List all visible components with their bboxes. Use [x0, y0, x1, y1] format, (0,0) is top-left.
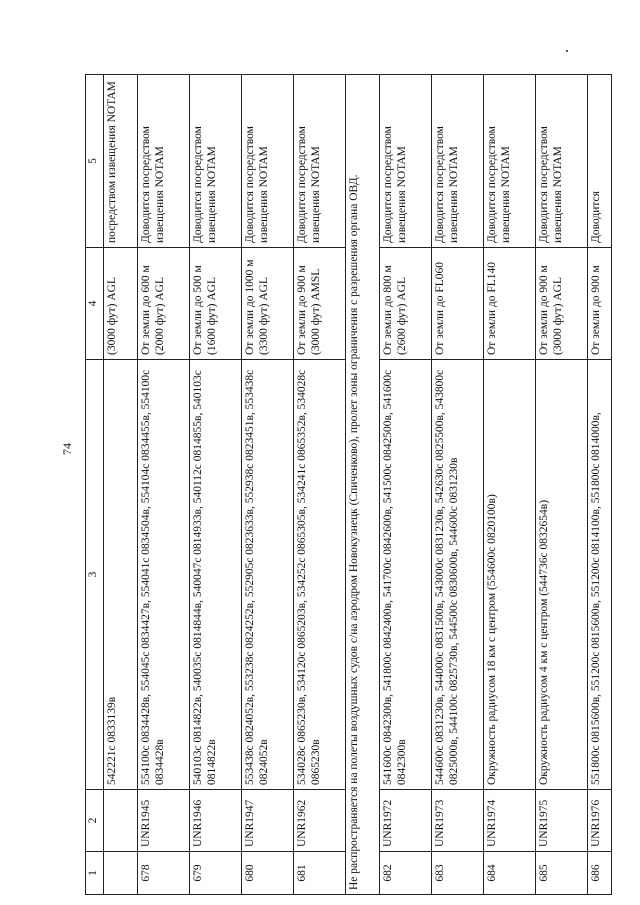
zone-coordinates: 554100с 0834428в, 554045с 0834427в, 554041с 0834504в, 554104с 0834455в, 554100с 0834428в — [138, 360, 190, 790]
row-number: 680 — [242, 852, 294, 895]
zone-altitude: От земли до 900 м — [588, 248, 612, 360]
zone-altitude: От земли до 800 м (2600 фут) AGL — [380, 248, 432, 360]
zone-coordinates: 534028с 0865230в, 534120с 0865203в, 534252с 0865305в, 534241с 0865352в, 534028с 0865230в — [294, 360, 346, 790]
table-row — [190, 75, 242, 895]
zone-coordinates: 544600с 0831230в, 544000с 0831500в, 543000с 0831230в, 542630с 0825500в, 543800с 0825000в, 544100с 0825730в, 544500с 0830600в, 544600с 0831230в — [432, 360, 484, 790]
zone-coordinates: 540103с 0814822в, 540035с 0814844в, 540047с 0814933в, 540112с 0814855в, 540103с 0814822в — [190, 360, 242, 790]
header-cell: 1 — [86, 852, 104, 895]
row-number: 683 — [432, 852, 484, 895]
zone-code: UNR1947 — [242, 790, 294, 852]
row-number: 678 — [138, 852, 190, 895]
table-row — [432, 75, 484, 895]
zone-activation-note: Доводится посредством извещения NOTAM — [380, 75, 432, 248]
header-row — [86, 75, 104, 895]
zone-altitude: (3000 фут) AGL — [104, 248, 138, 360]
row-number: 679 — [190, 852, 242, 895]
zone-altitude: От земли до 900 м (3000 фут) AGL — [536, 248, 588, 360]
zone-altitude: От земли до FL140 — [484, 248, 536, 360]
zone-altitude: От земли до 500 м (1600 фут) AGL — [190, 248, 242, 360]
header-cell: 2 — [86, 790, 104, 852]
zone-activation-note: Доводится — [588, 75, 612, 248]
row-number: 682 — [380, 852, 432, 895]
page-number: 74 — [60, 443, 74, 455]
row-number: 686 — [588, 852, 612, 895]
zone-activation-note: Доводится посредством извещения NOTAM — [242, 75, 294, 248]
zone-activation-note: Доводится посредством извещения NOTAM — [190, 75, 242, 248]
zone-activation-note: посредством извещения NOTAM — [104, 75, 138, 248]
row-number: 684 — [484, 852, 536, 895]
zone-coordinates: 541600с 0842300в, 541800с 0842400в, 541700с 0842600в, 541500с 0842500в, 541600с 0842300в — [380, 360, 432, 790]
table-note-row — [346, 75, 380, 895]
zone-activation-note: Доводится посредством извещения NOTAM — [294, 75, 346, 248]
header-cell: 5 — [86, 75, 104, 248]
zone-code: UNR1972 — [380, 790, 432, 852]
airspace-restrictions-table — [85, 74, 612, 895]
zone-altitude: От земли до 1000 м (3300 фут) AGL — [242, 248, 294, 360]
row-number: 685 — [536, 852, 588, 895]
zone-coordinates: 551800с 0815600в, 551200с 0815600в, 551200с 0814100в, 551800с 0814000в, — [588, 360, 612, 790]
scan-speck — [566, 50, 568, 52]
zone-code: UNR1974 — [484, 790, 536, 852]
zone-coordinates: Окружность радиусом 18 км с центром (554600с 0820100в) — [484, 360, 536, 790]
row-number — [104, 852, 138, 895]
table-row — [242, 75, 294, 895]
table-row — [536, 75, 588, 895]
zone-activation-note: Доводится посредством извещения NOTAM — [536, 75, 588, 248]
zone-altitude: От земли до 600 м (2000 фут) AGL — [138, 248, 190, 360]
zone-code: UNR1945 — [138, 790, 190, 852]
zone-code: UNR1976 — [588, 790, 612, 852]
zone-altitude: От земли до 900 м (3000 фут) AMSL — [294, 248, 346, 360]
row-number: 681 — [294, 852, 346, 895]
header-cell: 4 — [86, 248, 104, 360]
zone-code: UNR1973 — [432, 790, 484, 852]
header-cell: 3 — [86, 360, 104, 790]
table-row — [138, 75, 190, 895]
zone-coordinates: Окружность радиусом 4 км с центром (544736с 0832654в) — [536, 360, 588, 790]
zone-code: UNR1975 — [536, 790, 588, 852]
zone-code: UNR1962 — [294, 790, 346, 852]
table-row — [588, 75, 612, 895]
zone-code: UNR1946 — [190, 790, 242, 852]
table-row — [380, 75, 432, 895]
table-row — [294, 75, 346, 895]
table-row — [484, 75, 536, 895]
zone-code — [104, 790, 138, 852]
zone-coordinates: 542221с 0833139в — [104, 360, 138, 790]
zone-activation-note: Доводится посредством извещения NOTAM — [432, 75, 484, 248]
zone-coordinates: 553438с 0824052в, 553238с 0824252в, 552905с 0823633в, 552938с 0823451в, 553438с 0824052в — [242, 360, 294, 790]
zone-activation-note: Доводится посредством извещения NOTAM — [484, 75, 536, 248]
zone-activation-note: Доводится посредством извещения NOTAM — [138, 75, 190, 248]
zone-altitude: От земли до FL060 — [432, 248, 484, 360]
rotated-table-container — [85, 75, 602, 895]
table-row — [104, 75, 138, 895]
restriction-note: Не распространяется на полеты воздушных судов с/на аэродром Новокузнецк (Спиченково), пролет зоны ограничения с разрешения органа ОВД. — [346, 75, 380, 895]
